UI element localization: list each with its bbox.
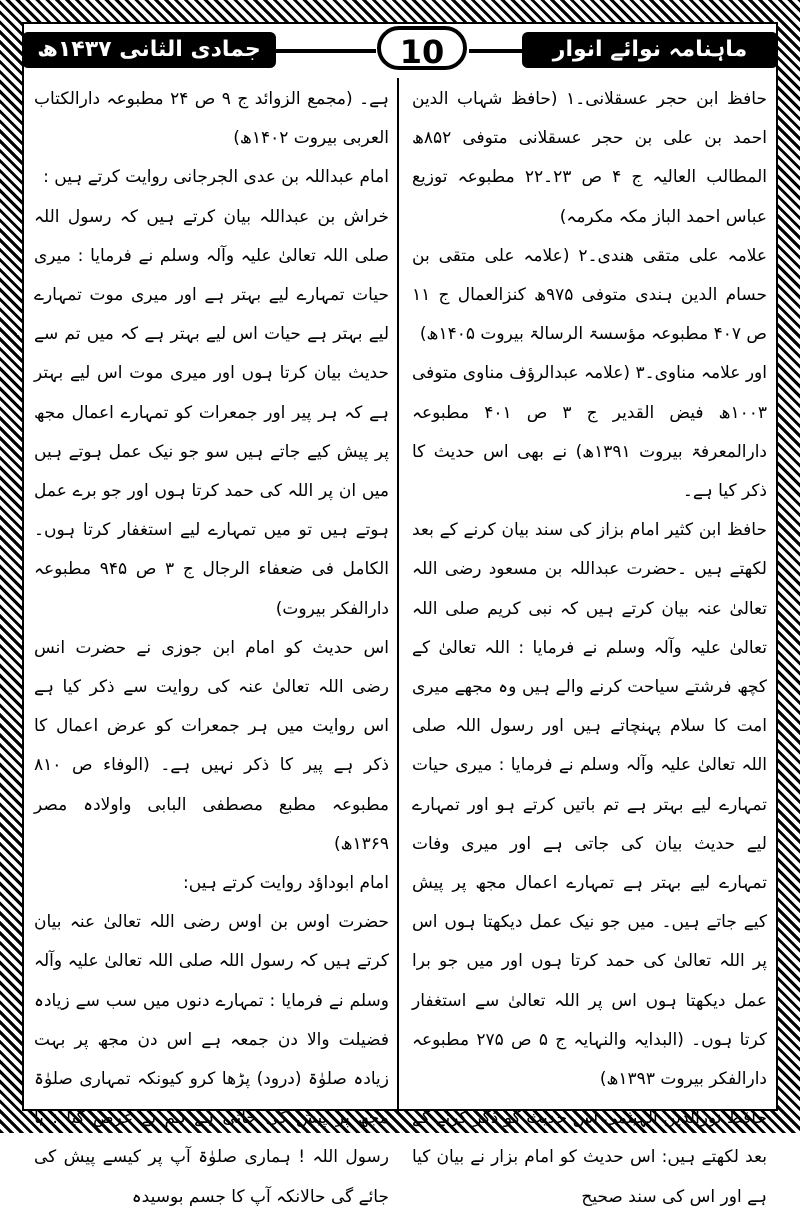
page-number: 10	[377, 26, 467, 70]
paragraph: ہے۔ (مجمع الزوائد ج ۹ ص ۲۴ مطبوعہ دارالکتاب العربی بیروت ۱۴۰۲ھ)	[34, 89, 389, 149]
magazine-title: ماہنامہ نوائے انوار مدینہ	[552, 37, 748, 94]
paragraph: حافظ ابن کثیر امام بزاز کی سند بیان کرنے کے بعد لکھتے ہیں ۔حضرت عبداللہ بن مسعود رضی اللہ تعالیٰ عنہ بیان کرتے ہیں کہ نبی کریم صلی اللہ تعالیٰ علیہ وآلہ وسلم نے فرمایا : اللہ تعالیٰ کے کچھ فرشتے سیاحت کرنے والے ہیں وہ مجھے میری امت کا سلام پہنچاتے ہیں اور رسول اللہ صلی اللہ تعالیٰ علیہ وآلہ وسلم نے فرمایا : میری حیات تمہارے لیے بہتر ہے تم باتیں کرتے ہو اور تمہارے لیے حدیث بیان کی جاتی ہے اور میری وفات تمہارے لیے بہتر ہے تمہارے اعمال مجھ پر پیش کیے جاتے ہیں۔ میں جو نیک عمل دیکھتا ہوں اس پر اللہ تعالیٰ کی حمد کرتا ہوں اور میں جو برا عمل دیکھتا ہوں اس پر اللہ تعالیٰ سے استغفار کرتا ہوں۔ (البدایہ والنہایہ ج ۵ ص ۲۷۵ مطبوعہ دارالفکر بیروت ۱۳۹۳ھ)	[412, 520, 767, 1090]
left-column	[34, 80, 389, 1207]
page-header	[24, 24, 776, 94]
paragraph: اس حدیث کو امام ابن جوزی نے حضرت انس رضی اللہ تعالیٰ عنہ کی روایت سے ذکر کیا ہے اس روایت میں ہر جمعرات کو عرض اعمال کا ذکر ہے پیر کا ذکر نہیں ہے۔ (الوفاء ص ۸۱۰ مطبوعہ مطبع مصطفی البابی واولادہ مصر ۱۳۶۹ھ)	[34, 637, 389, 854]
paragraph: حافظ ابن حجر عسقلانی۔۱ (حافظ شہاب الدین احمد بن علی بن حجر عسقلانی متوفی ۸۵۲ھ المطالب العالیہ ج ۴ ص ۲۳۔۲۲ مطبوعہ توزیع عباس احمد الباز مکہ مکرمہ)	[412, 89, 767, 227]
issue-date: جمادی الثانی ۱۴۳۷ھ	[37, 37, 261, 62]
header-rule	[276, 49, 376, 53]
paragraph: خراش بن عبداللہ بیان کرتے ہیں کہ رسول اللہ صلی اللہ تعالیٰ علیہ وآلہ وسلم نے فرمایا : میری حیات تمہارے لیے بہتر ہے اور میری موت تمہارے لیے بہتر ہے حیات اس لیے بہتر ہے کہ میں تم سے حدیث بیان کرتا ہوں اور میری موت اس لیے بہتر ہے کہ ہر پیر اور جمعرات کو تمہارے اعمال مجھ پر پیش کیے جاتے ہیں سو جو نیک عمل ہوتے ہیں میں ان پر اللہ کی حمد کرتا ہوں اور جو برے عمل ہوتے ہیں تو میں تمہارے لیے استغفار کرتا ہوں۔ الکامل فی ضعفاء الرجال ج ۳ ص ۹۴۵ مطبوعہ دارالفکر بیروت)	[34, 206, 389, 619]
column-divider	[397, 78, 399, 1113]
paragraph: اور علامہ مناوی۔۳ (علامہ عبدالرؤف مناوی متوفی ۱۰۰۳ھ فیض القدیر ج ۳ ص ۴۰۱ مطبوعہ دارالمعرفۃ بیروت ۱۳۹۱ھ) نے بھی اس حدیث کا ذکر کیا ہے۔	[412, 363, 767, 502]
issue-date-box	[24, 34, 274, 66]
magazine-title-box	[524, 34, 776, 94]
paragraph: حافظ نورالدین الہیثمی اس حدیث کو ذکر کرنے کے بعد لکھتے ہیں: اس حدیث کو امام بزار نے بیان کیا ہے اور اس کی سند صحیح	[412, 1108, 767, 1207]
right-column	[412, 80, 767, 1207]
paragraph: امام ابوداؤد روایت کرتے ہیں:	[183, 873, 389, 894]
paragraph: علامہ علی متقی ھندی۔۲ (علامہ علی متقی بن حسام الدین ہندی متوفی ۹۷۵ھ کنزالعمال ج ۱۱ ص ۴۰۷ مطبوعہ مؤسسۃ الرسالۃ بیروت ۱۴۰۵ھ)	[412, 245, 767, 345]
paragraph: حضرت اوس بن اوس رضی اللہ تعالیٰ عنہ بیان کرتے ہیں کہ رسول اللہ صلی اللہ تعالیٰ علیہ وآلہ وسلم نے فرمایا : تمہارے دنوں میں سب سے زیادہ فضیلت والا دن جمعہ ہے اس دن مجھ پر بہت زیادہ صلوٰۃ (درود) پڑھا کرو کیونکہ تمہاری صلوٰۃ مجھ پر پیش کی جاتی ہے ہم نے عرض کیا : یا رسول اللہ ! ہماری صلوٰۃ آپ پر کیسے پیش کی جائے گی حالانکہ آپ کا جسم بوسیدہ	[34, 912, 389, 1207]
paragraph: امام عبداللہ بن عدی الجرجانی روایت کرتے ہیں :	[43, 167, 389, 188]
header-rule	[469, 49, 545, 53]
